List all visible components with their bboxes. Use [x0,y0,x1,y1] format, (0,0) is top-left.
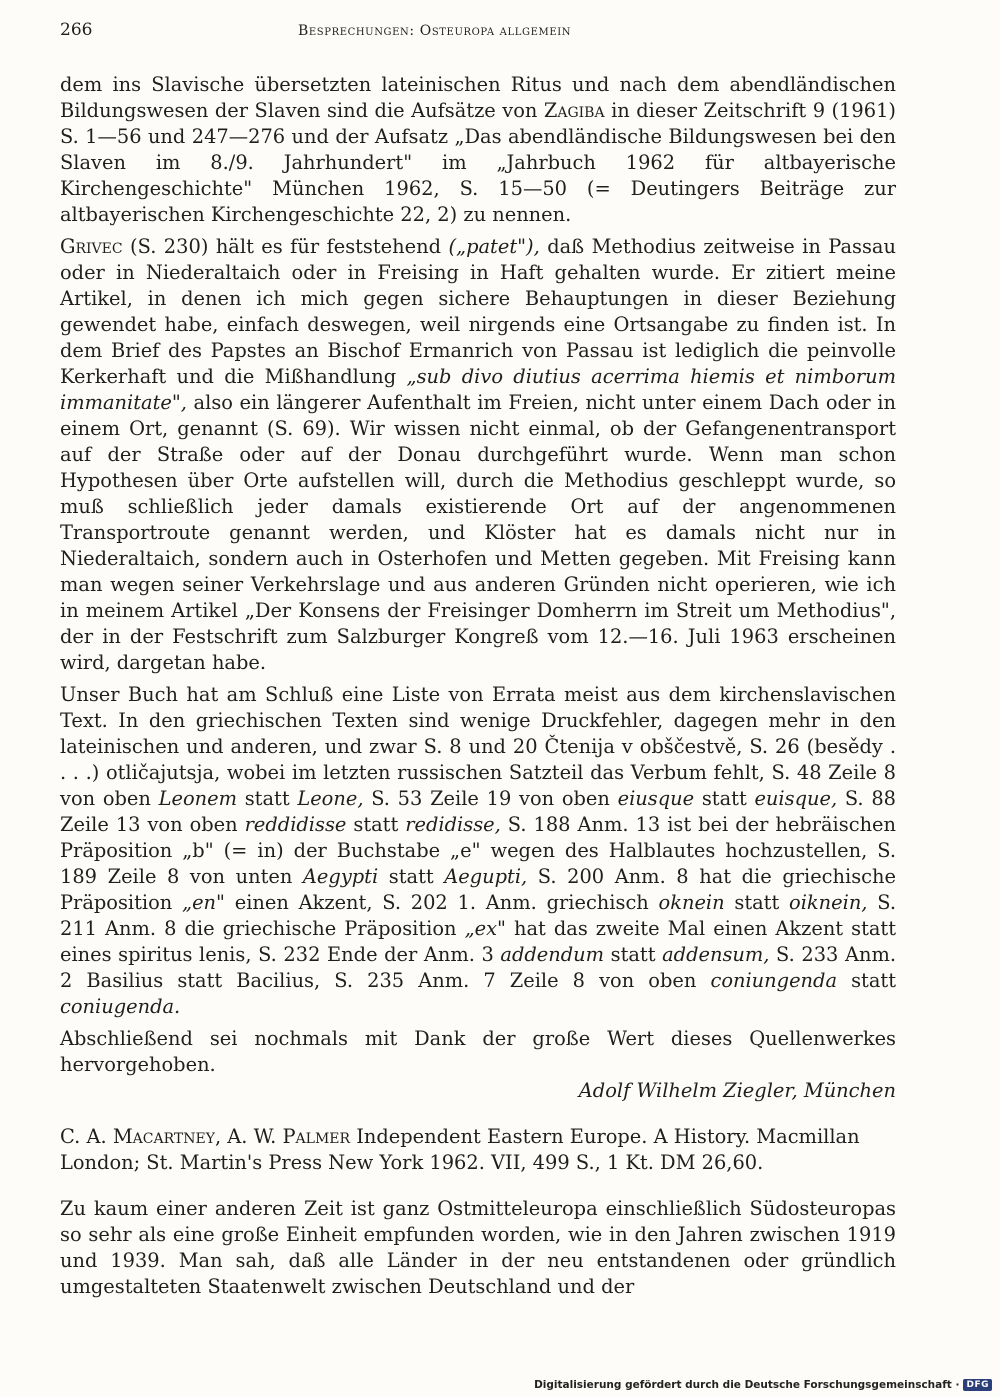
paragraph-3: Unser Buch hat am Schluß eine Liste von Errata meist aus dem kirchenslavischen Text. In den griechischen Texten sind wenige Druckfehler, dagegen mehr in den lateinischen und anderen, und zwar S. 8 und 20 Čtenija v obščestvě, S. 26 (besědy . . . .) otličajutsja, wobei im letzten russischen Satzteil das Verbum fehlt, S. 48 Zeile 8 von oben Leonem statt Leone, S. 53 Zeile 19 von oben eiusque statt euisque, S. 88 Zeile 13 von oben reddidisse statt redidisse, S. 188 Anm. 13 ist bei der hebräischen Präposition „b" (= in) der Buchstabe „e" wegen des Halblautes hochzustellen, S. 189 Zeile 8 von unten Aegypti statt Aegupti, S. 200 Anm. 8 hat die griechische Präposition „en" einen Akzent, S. 202 1. Anm. griechisch oknein statt oiknein, S. 211 Anm. 8 die griechische Präposition „ex" hat das zweite Mal einen Akzent statt eines spiritus lenis, S. 232 Ende der Anm. 3 addendum statt addensum, S. 233 Anm. 2 Basilius statt Bacilius, S. 235 Anm. 7 Zeile 8 von oben coniungenda statt coniugenda. [60,683,897,1018]
article-body [60,72,896,1306]
paragraph-5: Zu kaum einer anderen Zeit ist ganz Ostmitteleuropa einschließlich Südosteuropas so sehr als eine große Einheit empfunden worden, wie in den Jahren zwischen 1919 und 1939. Man sah, daß alle Länder in der neu entstandenen oder gründlich umgestalteten Staatenwelt zwischen Deutschland und der [60,1197,896,1298]
author-name: Grivec [60,235,123,258]
page-number: 266 [60,20,93,40]
author-name: Zagiba [543,99,605,122]
dfg-logo-icon: DFG [963,1379,992,1391]
paragraph-4: Abschließend sei nochmals mit Dank der große Wert dieses Quellenwerkes hervorgehoben. [60,1027,896,1076]
paragraph-1: dem ins Slavische übersetzten lateinischen Ritus und nach dem abendländischen Bildungswesen der Slaven sind die Aufsätze von Zagiba in dieser Zeitschrift 9 (1961) S. 1—56 und 247—276 und der Aufsatz „Das abendländische Bildungswesen bei den Slaven im 8./9. Jahrhundert" im „Jahrbuch 1962 für altbayerische Kirchengeschichte" München 1962, S. 15—50 (= Deutingers Beiträge zur altbayerischen Kirchengeschichte 22, 2) zu nennen. [60,73,896,226]
review-signature: Adolf Wilhelm Ziegler, München [578,1079,896,1102]
running-head: Besprechungen: Osteuropa allgemein [298,23,572,39]
review-heading: C. A. Macartney, A. W. Palmer Independent Eastern Europe. A History. Macmillan London; St. Martin's Press New York 1962. VII, 499 S., 1 Kt. DM 26,60. [60,1125,860,1174]
paragraph-2: Grivec (S. 230) hält es für feststehend („patet"), daß Methodius zeitweise in Passau oder in Niederaltaich oder in Freising in Haft gehalten wurde. Er zitiert meine Artikel, in denen ich mich gegen sichere Behauptungen in dieser Beziehung gewendet habe, einfach deswegen, weil nirgends eine Ortsangabe zu finden ist. In dem Brief des Papstes an Bischof Ermanrich von Passau ist lediglich die peinvolle Kerkerhaft und die Mißhandlung „sub divo diutius acerrima hiemis et nimborum immanitate", also ein längerer Aufenthalt im Freien, nicht unter einem Dach oder in einem Ort, genannt (S. 69). Wir wissen nicht einmal, ob der Gefangenentransport auf der Straße oder auf der Donau durchgeführt wurde. Wenn man schon Hypothesen über Orte aufstellen will, durch die Methodius geschleppt wurde, so muß schließlich jeder damals existierende Ort auf der angenommenen Transportroute genannt werden, und Klöster hat es damals nicht nur in Niederaltaich, sondern auch in Osterhofen und Metten gegeben. Mit Freising kann man wegen seiner Verkehrslage und aus anderen Gründen nicht operieren, wie ich in meinem Artikel „Der Konsens der Freisinger Domherrn im Streit um Methodius", der in der Festschrift zum Salzburger Kongreß vom 12.—16. Juli 1963 erscheinen wird, dargetan habe. [60,235,896,674]
footer-credit: Digitalisierung gefördert durch die Deutsche Forschungsgemeinschaft · DFG [534,1379,992,1391]
